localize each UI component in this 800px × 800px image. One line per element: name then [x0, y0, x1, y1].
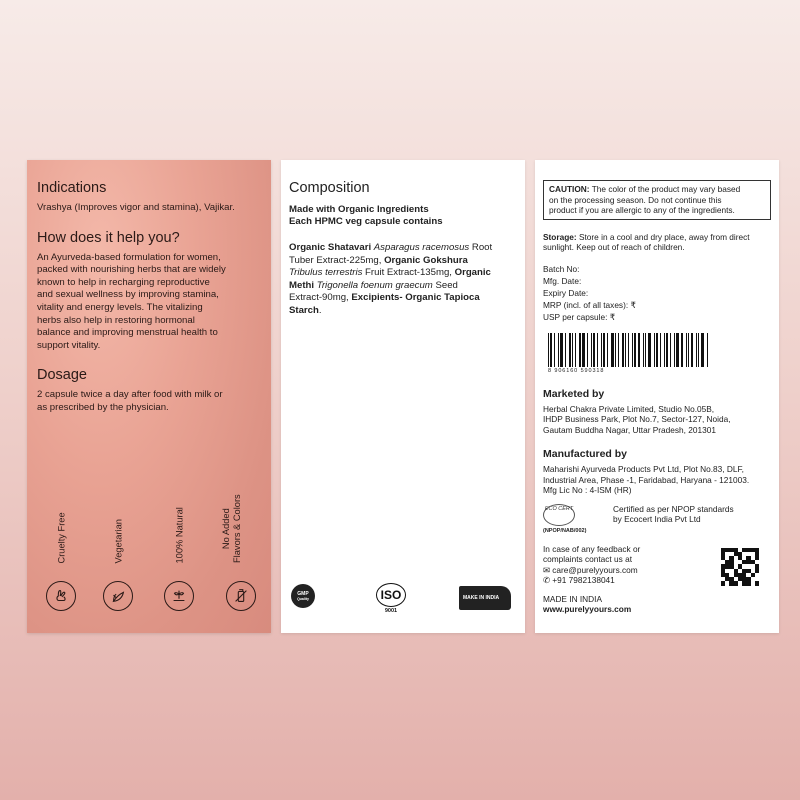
- barcode-bar: [575, 333, 576, 367]
- make-in-india-logo: MAKE IN INDIA: [459, 586, 511, 610]
- barcode-bar: [615, 333, 616, 367]
- barcode-bar: [558, 333, 559, 367]
- composition-panel: [281, 160, 525, 633]
- barcode-bar: [565, 333, 566, 367]
- claims-row: [27, 493, 271, 633]
- indications-text: Vrashya (Improves vigor and stamina), Vajikar.: [37, 202, 235, 213]
- composition-ingredients: Organic Shatavari Asparagus racemosus Root Tuber Extract-225mg, Organic Gokshura Tribulus terrestris Fruit Extract-135mg, Organic Methi Trigonella foenum graecum Seed Extract-90mg, Excipients- Organic Tapioca Starch.: [289, 242, 493, 316]
- barcode-bar: [638, 333, 640, 367]
- dosage-title: Dosage: [37, 367, 87, 384]
- barcode-bar: [648, 333, 651, 367]
- barcode-bar: [670, 333, 671, 367]
- iso-logo: ISO 9001: [376, 583, 406, 614]
- barcode-bar: [603, 333, 605, 367]
- barcode-bar: [691, 333, 693, 367]
- barcode-bar: [643, 333, 644, 367]
- help-text: An Ayurveda-based formulation for women, packed with nourishing herbs that are widely known to help in recharging reproductive and sexual wellness by improving stamina, vitality and energy levels. The vitalizing herbs also help in restoring hormonal balance and improving menstrual health to support vitality.: [37, 251, 226, 351]
- qr-module: [755, 581, 759, 585]
- caution-box: CAUTION: The color of the product may vary based on the processing season. Do not continue this product if you are allergic to any of the ingredients.: [543, 180, 771, 220]
- qr-code: [721, 548, 759, 586]
- barcode-bar: [593, 333, 595, 367]
- barcode-bar: [676, 333, 679, 367]
- email-link[interactable]: ✉ care@purelyyours.com: [543, 564, 638, 575]
- barcode-bar: [645, 333, 646, 367]
- barcode-bar: [660, 333, 661, 367]
- claim-vegetarian: Vegetarian: [90, 493, 145, 633]
- natural-icon: [164, 581, 194, 611]
- certification-logos: [281, 580, 525, 620]
- indications-title: Indications: [37, 180, 107, 196]
- mail-icon: ✉: [543, 564, 553, 575]
- barcode-bar: [597, 333, 598, 367]
- barcode-bar: [582, 333, 585, 367]
- whatsapp-icon: ✆: [543, 575, 553, 585]
- indications-panel: [27, 160, 271, 633]
- gmp-logo: GMP Quality: [291, 584, 315, 608]
- barcode-bar: [560, 333, 563, 367]
- claim-cruelty-free: Cruelty Free: [33, 493, 88, 633]
- barcode-bar: [607, 333, 608, 367]
- barcode-bar: [591, 333, 592, 367]
- marketed-by: Marketed by Herbal Chakra Private Limited, Studio No.05B, IHDP Business Park, Plot No.7, Sector-127, Noida, Gautam Buddha Nagar, Uttar Pradesh, 201301: [543, 387, 731, 435]
- barcode-bar: [688, 333, 689, 367]
- barcode-bar: [587, 333, 588, 367]
- barcode-bar: [579, 333, 581, 367]
- claim-100-natural: 100% Natural: [151, 493, 206, 633]
- barcode-bar: [698, 333, 699, 367]
- barcode-bar: [625, 333, 626, 367]
- barcode-bar: [686, 333, 687, 367]
- manufactured-by: Manufactured by Maharishi Ayurveda Products Pvt Ltd, Plot No.83, DLF, Industrial Area, Phase -1, Faridabad, Haryana - 121003. Mfg Lic No : 4-ISM (HR): [543, 448, 750, 495]
- batch-details: Batch No: Mfg. Date: Expiry Date: MRP (incl. of all taxes): ₹ USP per capsule: ₹: [543, 263, 636, 322]
- barcode-bar: [550, 333, 552, 367]
- barcode: [548, 329, 771, 367]
- barcode-bar: [611, 333, 614, 367]
- feedback-row: In case of any feedback or complaints contact us at ✉ care@purelyyours.com ✆ +91 7982138041 MADE IN INDIA www.purelyyours.com: [543, 544, 771, 615]
- barcode-bar: [681, 333, 683, 367]
- barcode-bar: [674, 333, 675, 367]
- help-title: How does it help you?: [37, 229, 180, 246]
- ecocert-logo: ECO CERT: [543, 504, 575, 526]
- barcode-bar: [601, 333, 602, 367]
- barcode-bar: [572, 333, 573, 367]
- website-link[interactable]: www.purelyyours.com: [543, 604, 632, 614]
- claim-no-added: No Added Flavors & Colors: [213, 493, 268, 633]
- phone-link[interactable]: ✆ +91 7982138041: [543, 575, 615, 585]
- barcode-bar: [664, 333, 665, 367]
- barcode-bar: [618, 333, 619, 367]
- barcode-bar: [634, 333, 636, 367]
- barcode-bar: [548, 333, 549, 367]
- barcode-bar: [632, 333, 633, 367]
- no-additive-icon: [226, 581, 256, 611]
- barcode-bar: [656, 333, 658, 367]
- barcode-bar: [628, 333, 629, 367]
- storage-text: Storage: Store in a cool and dry place, away from direct sunlight. Keep out of reach of children.: [543, 231, 750, 252]
- barcode-bar: [666, 333, 668, 367]
- barcode-bar: [707, 333, 708, 367]
- rabbit-icon: [46, 581, 76, 611]
- leaf-icon: [103, 581, 133, 611]
- barcode-bar: [554, 333, 555, 367]
- product-info-panel: [535, 160, 779, 633]
- dosage-text: 2 capsule twice a day after food with milk or as prescribed by the physician.: [37, 389, 223, 413]
- barcode-bar: [701, 333, 704, 367]
- composition-subtitle: Made with Organic Ingredients Each HPMC veg capsule contains: [289, 204, 443, 227]
- barcode-bar: [622, 333, 624, 367]
- barcode-bar: [569, 333, 571, 367]
- ecocert-row: ECO CERT (NPOP/NAB/002) Certified as per NPOP standards by Ecocert India Pvt Ltd: [543, 503, 734, 534]
- barcode-bar: [696, 333, 697, 367]
- barcode-number: 8 906160 590318: [548, 367, 605, 374]
- barcode-bar: [654, 333, 655, 367]
- composition-title: Composition: [289, 180, 370, 196]
